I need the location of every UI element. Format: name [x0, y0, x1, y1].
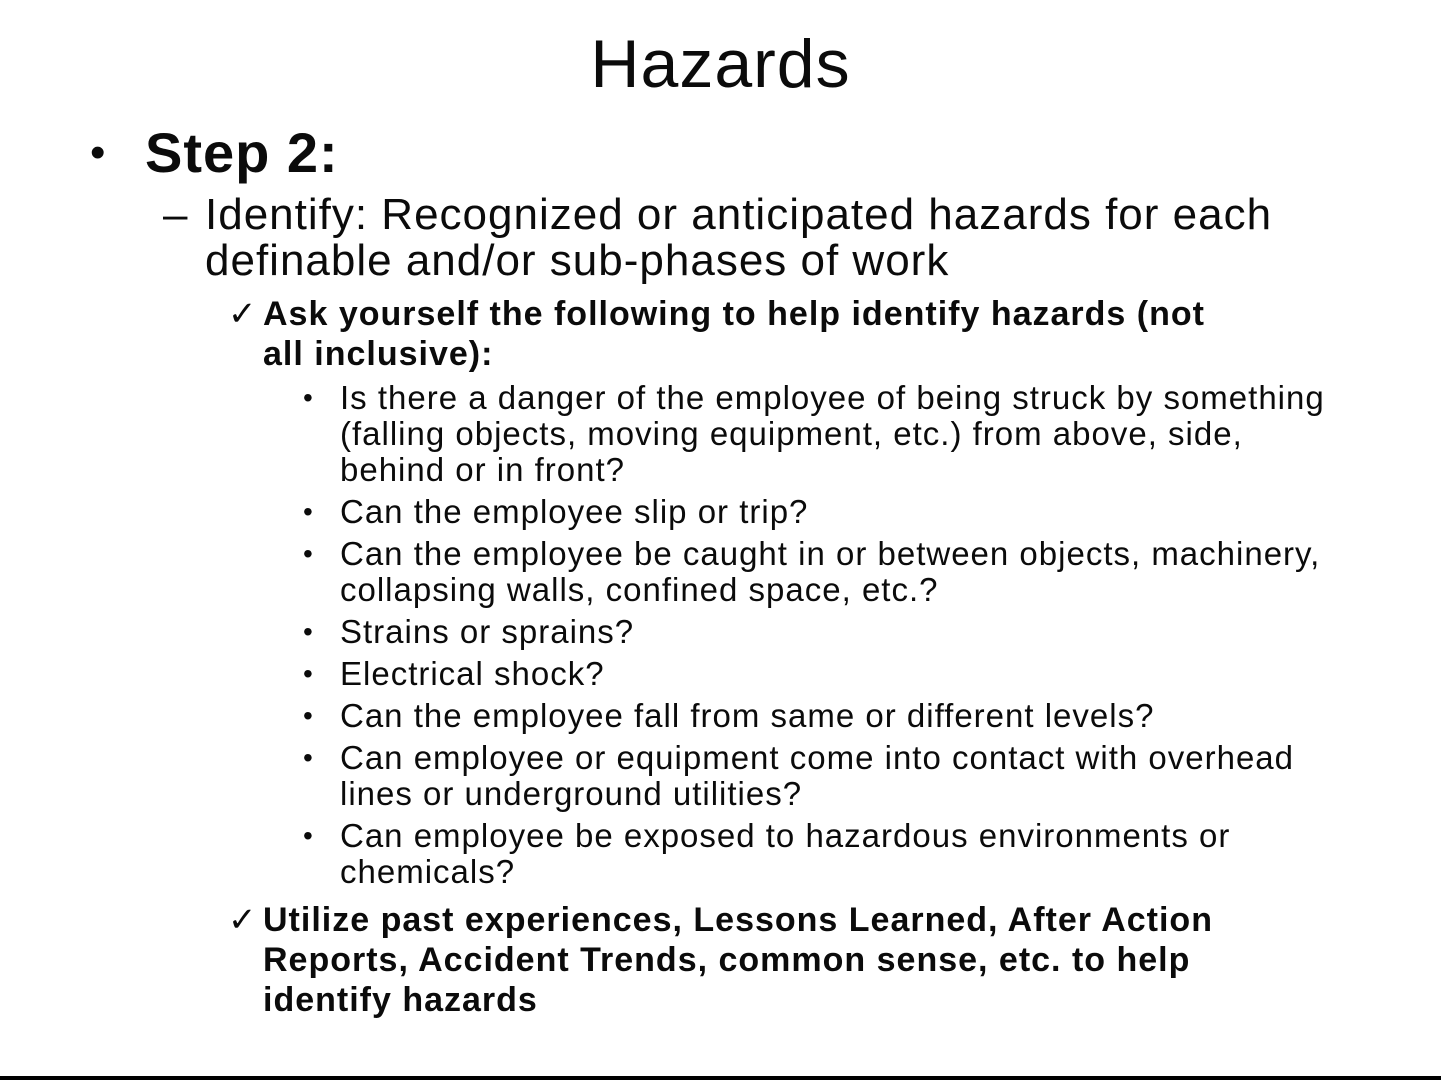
utilize-item-text: Utilize past experiences, Lessons Learned, After Action Reports, Accident Trends, common sense, etc. to help identify hazards — [263, 901, 1213, 1019]
bullet-icon: • — [303, 742, 314, 773]
check-icon: ✓ — [228, 901, 258, 939]
question-item — [0, 656, 1441, 692]
question-item — [0, 740, 1441, 812]
question-text: Can the employee slip or trip? — [340, 493, 809, 530]
ask-heading-text: Ask yourself the following to help identify hazards (not all inclusive): — [263, 295, 1205, 373]
question-item — [0, 698, 1441, 734]
question-text: Can the employee fall from same or different levels? — [340, 697, 1155, 734]
identify-item-text: Identify: Recognized or anticipated hazards for each definable and/or sub-phases of work — [205, 190, 1273, 285]
bullet-icon: • — [303, 658, 314, 689]
bottom-rule — [0, 1076, 1441, 1080]
question-item — [0, 614, 1441, 650]
question-item — [0, 380, 1441, 488]
dash-icon: – — [163, 190, 189, 239]
bullet-icon: • — [303, 538, 314, 569]
question-text: Strains or sprains? — [340, 613, 635, 650]
question-text: Can employee or equipment come into contact with overhead lines or underground utilities? — [340, 739, 1295, 812]
question-text: Is there a danger of the employee of being struck by something (falling objects, moving equipment, etc.) from above, side, behind or in front? — [340, 379, 1325, 488]
question-item — [0, 494, 1441, 530]
bullet-icon: • — [303, 382, 314, 413]
slide-title: Hazards — [590, 26, 851, 102]
step-heading-label: Step 2: — [145, 121, 339, 184]
bullet-icon: • — [303, 820, 314, 851]
step-heading-item — [0, 121, 1441, 184]
bullet-icon: • — [303, 700, 314, 731]
question-item — [0, 536, 1441, 608]
question-text: Electrical shock? — [340, 655, 605, 692]
question-text: Can the employee be caught in or between objects, machinery, collapsing walls, confined space, etc.? — [340, 535, 1321, 608]
ask-heading-item — [0, 294, 1441, 374]
question-item — [0, 818, 1441, 890]
bullet-icon: • — [90, 128, 107, 177]
check-icon: ✓ — [228, 295, 258, 333]
question-text: Can employee be exposed to hazardous environments or chemicals? — [340, 817, 1231, 890]
identify-item — [0, 192, 1441, 284]
utilize-item — [0, 900, 1441, 1020]
bullet-icon: • — [303, 496, 314, 527]
bullet-icon: • — [303, 616, 314, 647]
